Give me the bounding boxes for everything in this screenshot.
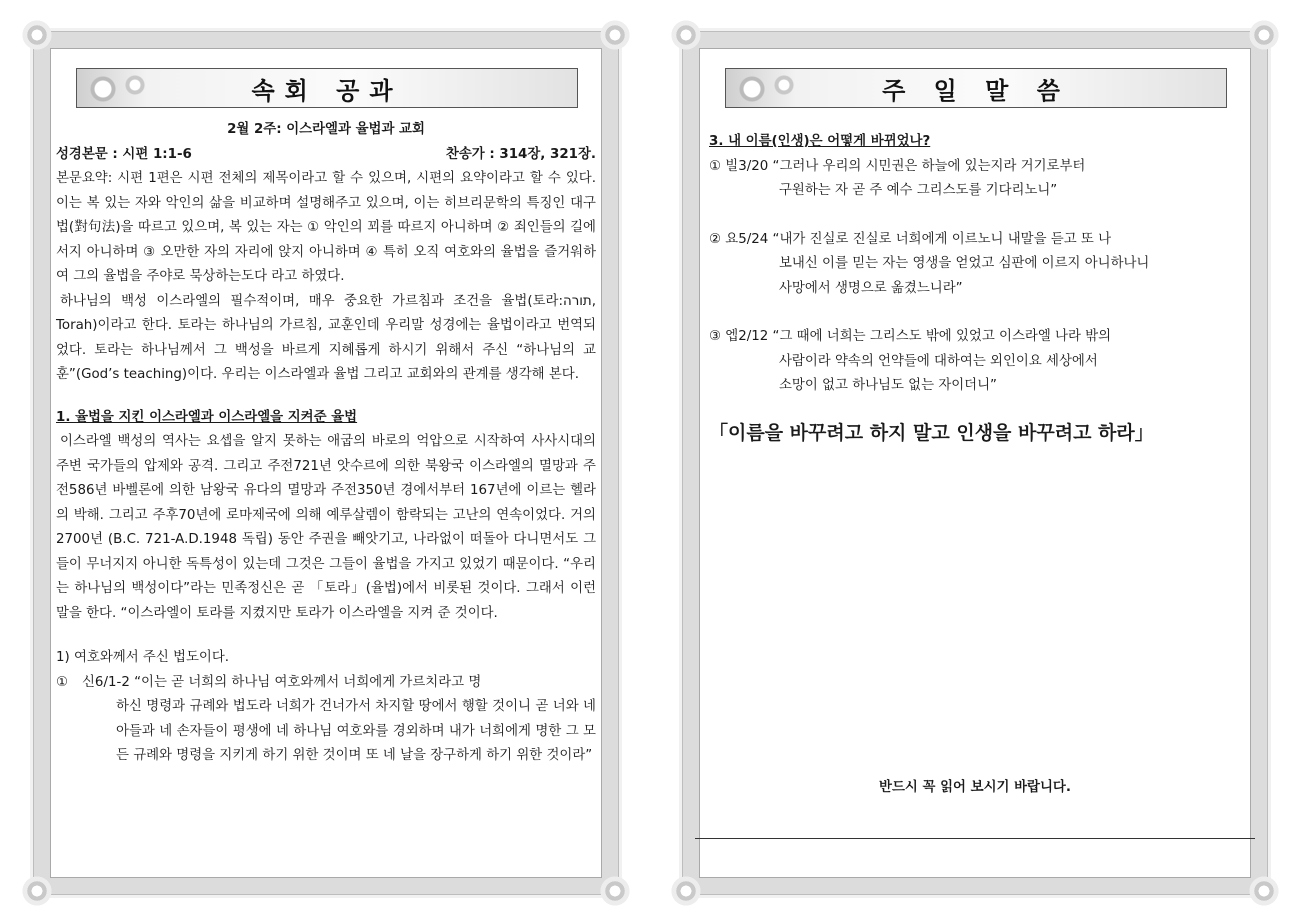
lesson-subtitle: 2월 2주: 이스라엘과 율법과 교회 (227, 122, 425, 137)
quote-continuation: 보내신 이를 믿는 자는 영생을 얻었고 심판에 이르지 아니하나니 (779, 256, 1150, 271)
section-body: 이스라엘 백성의 역사는 요셉을 알지 못하는 애굽의 바로의 억압으로 시작하여 사사시대의 주변 국가들의 압제와 공격. 그리고 주전721년 앗수르에 의한 북왕국 이스라엘의 멸망과 주전586년 바벨론에 의한 남왕국 유다의 멸망과 주전350년 경에서부터 167년에 이르는 헬라의 박해. 그리고 주후70년에 로마제국에 의해 예루살렘이 함락되는 고난의 연속이었다. 거의 2700년 (B.C. 721-A.D.1948 독립) 동안 주권을 빼앗기고, 나라없이 떠돌아 다니면서도 그들이 무너지지 아니한 독특성이 있는데 그것은 그들이 율법을 가지고 있었기 때문이다. “우리는 하나님의 백성이다”라는 민족정신은 곧 「토라」(율법)에서 비롯된 것이다. 그래서 이런 말을 한다. “이스라엘이 토라를 지켰지만 토라가 이스라엘을 지켜 준 것이다. (56, 434, 596, 621)
scripture-reference: 성경본문 : 시편 1:1-6 (56, 146, 192, 162)
flower-ornament (669, 874, 703, 908)
flower-ornament (20, 874, 54, 908)
right-title-banner (725, 68, 1227, 108)
torah-paragraph: 하나님의 백성 이스라엘의 필수적이며, 매우 중요한 가르침과 조건을 율법(토라:תורה, Torah)이라고 한다. 토라는 하나님의 가르침, 교훈인데 우리말 성경에는 율법이라고 번역되었다. 토라는 하나님께서 그 백성을 바르게 지혜롭게 하시기 위해서 주신 “하나님의 교훈”(God’s teaching)이다. 우리는 이스라엘과 율법 그리고 교회와의 관계를 생각해 본다. (56, 293, 596, 382)
quote-first-line: ① 빌3/20 “그러나 우리의 시민권은 하늘에 있는지라 거기로부터 (709, 158, 1086, 174)
flower-ornament (669, 18, 703, 52)
point-heading: 1) 여호와께서 주신 법도이다. (56, 650, 230, 665)
scripture-quote (709, 155, 1257, 204)
page-title: 속회 공과 (251, 76, 403, 105)
right-page (683, 32, 1267, 894)
flower-ornament (1247, 18, 1281, 52)
circled-number: ① (56, 674, 69, 690)
quote-continuation: 소망이 없고 하나님도 없는 자이더니” (779, 378, 997, 393)
scripture-quote (56, 671, 596, 769)
section-heading: 3. 내 이름(인생)은 어떻게 바뀌었나? (709, 134, 931, 149)
page-title: 주 일 말 씀 (882, 76, 1070, 105)
quote-first-line: 신6/1-2 “이는 곧 너희의 하나님 여호와께서 너희에게 가르치라고 명 (82, 674, 482, 690)
lesson-content (56, 118, 596, 769)
sermon-content (709, 130, 1257, 445)
closing-note: 반드시 꼭 읽어 보시기 바랍니다. (879, 780, 1071, 795)
summary-paragraph: 본문요약: 시편 1편은 시편 전체의 제목이라고 할 수 있으며, 시편의 요약이라고 할 수 있다. 이는 복 있는 자와 악인의 삶을 비교하며 설명해주고 있으며, 이는 히브리문학의 특징인 대구법(對句法)을 따르고 있으며, 복 있는 자는 ① 악인의 꾀를 따르지 아니하며 ② 죄인들의 길에 서지 아니하며 ③ 오만한 자의 자리에 앉지 아니하며 ④ 특히 오직 여호와의 율법을 즐거워하여 그의 율법을 주야로 묵상하는도다 라고 하였다. (56, 171, 596, 284)
left-title-banner (76, 68, 578, 108)
quote-continuation: 사람이라 약속의 언약들에 대하여는 외인이요 세상에서 (779, 353, 1098, 369)
flower-ornament (1247, 874, 1281, 908)
flower-ornament (598, 874, 632, 908)
flower-ornament (20, 18, 54, 52)
scripture-quote (709, 228, 1257, 302)
left-page (34, 32, 618, 894)
quote-continuation: 하신 명령과 규례와 법도라 너희가 건너가서 차지할 땅에서 행할 것이니 곧 너와 네 아들과 네 손자들이 평생에 네 하나님 여호와를 경외하며 내가 너희에게 명한 그 모든 규례와 명령을 지키게 하기 위한 것이며 또 네 날을 장구하게 하기 위한 것이라” (116, 699, 596, 763)
quote-continuation: 사망에서 생명으로 옮겼느니라” (779, 280, 963, 296)
bottom-divider (695, 838, 1255, 839)
flower-banner-decoration (83, 73, 163, 103)
quote-first-line: ② 요5/24 “내가 진실로 진실로 너희에게 이르노니 내말을 듣고 또 나 (709, 231, 1112, 247)
spacer (56, 626, 596, 646)
scripture-quote (709, 325, 1257, 399)
quote-continuation: 구원하는 자 곧 주 예수 그리스도를 기다리노니” (779, 183, 1058, 198)
flower-ornament (598, 18, 632, 52)
flower-banner-decoration (732, 73, 812, 103)
reference-line (56, 143, 596, 168)
hymn-numbers: 찬송가 : 314장, 321장. (445, 146, 596, 162)
quote-first-line: ③ 엡2/12 “그 때에 너희는 그리스도 밖에 있었고 이스라엘 나라 밖의 (709, 329, 1112, 344)
motto-quote: 「이름을 바꾸려고 하지 말고 인생을 바꾸려고 하라」 (709, 421, 1154, 444)
section-heading: 1. 율법을 지킨 이스라엘과 이스라엘을 지켜준 율법 (56, 409, 358, 425)
